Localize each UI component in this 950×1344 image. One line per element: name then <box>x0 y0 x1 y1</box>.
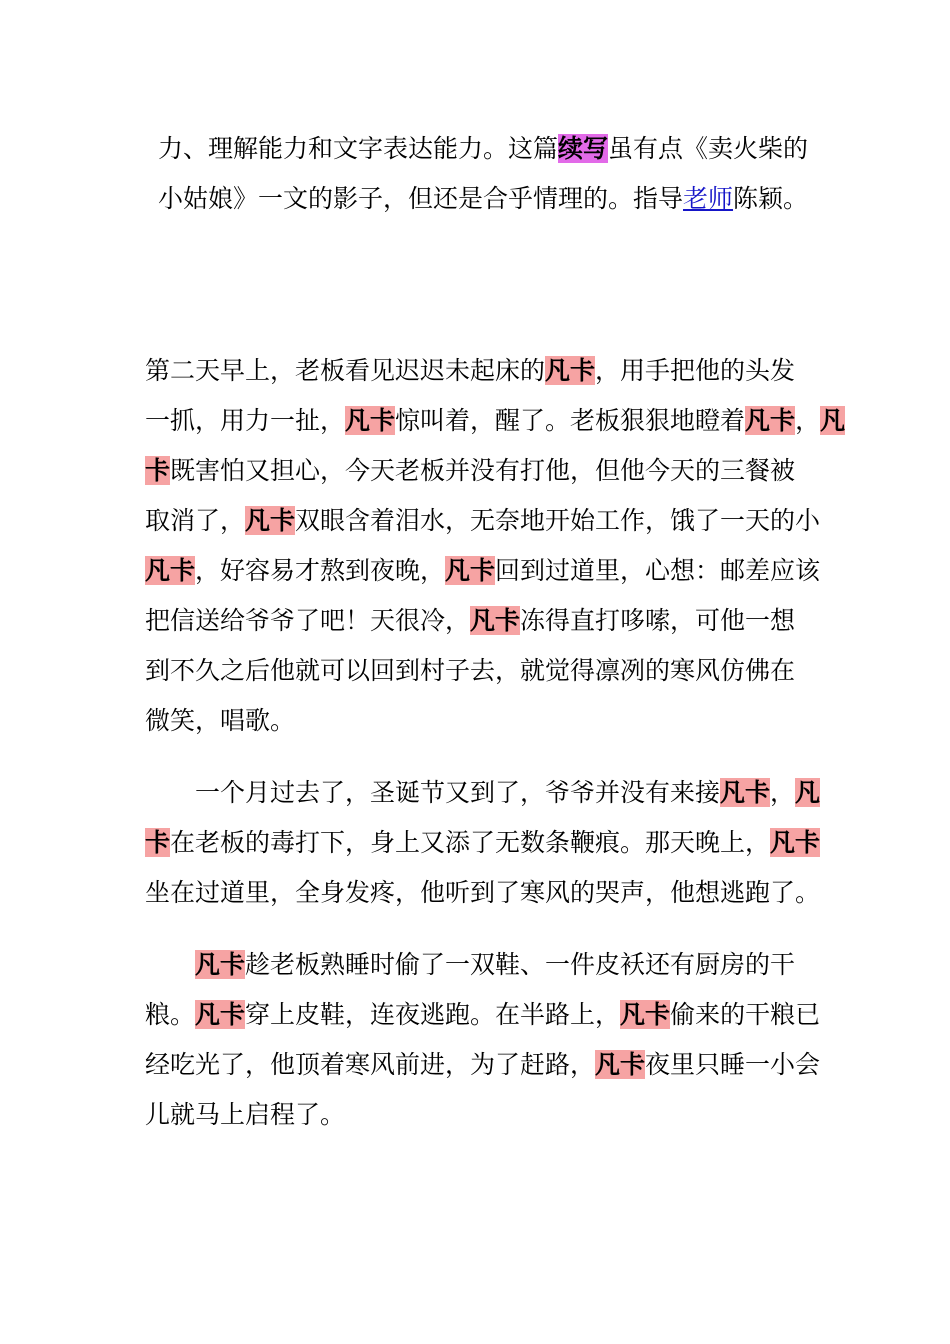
text: 取消了， <box>145 506 246 535</box>
text: 第二天早上，老板看见迟迟未起床的 <box>145 356 546 385</box>
keyword-vanka-part: 卡 <box>145 456 171 485</box>
text: ， <box>795 406 821 435</box>
text: ，用手把他的头发 <box>595 356 796 385</box>
p1-line-5 <box>145 555 820 587</box>
keyword-vanka: 凡卡 <box>745 406 796 435</box>
p1-line-8 <box>145 705 295 737</box>
text: 把信送给爷爷了吧！天很冷， <box>145 606 471 635</box>
text: 粮。 <box>145 1000 196 1029</box>
keyword-vanka-part: 凡 <box>795 778 821 807</box>
intro-line-1 <box>158 133 808 165</box>
keyword-vanka: 凡卡 <box>195 1000 246 1029</box>
keyword-vanka: 凡卡 <box>620 1000 671 1029</box>
keyword-vanka: 凡卡 <box>245 506 296 535</box>
keyword-vanka-part: 凡 <box>820 406 846 435</box>
text: ， <box>770 778 796 807</box>
text: 双眼含着泪水，无奈地开始工作，饿了一天的小 <box>295 506 821 535</box>
intro-line-2 <box>158 183 808 215</box>
p2-line-1 <box>195 777 820 809</box>
keyword-vanka: 凡卡 <box>145 556 196 585</box>
p1-line-6 <box>145 605 795 637</box>
keyword-vanka: 凡卡 <box>470 606 521 635</box>
text: 小姑娘》一文的影子，但还是合乎情理的。指导 <box>158 184 684 213</box>
text: 冻得直打哆嗦，可他一想 <box>520 606 796 635</box>
keyword-vanka: 凡卡 <box>595 1050 646 1079</box>
text: 儿就马上启程了。 <box>145 1100 346 1129</box>
p3-line-1 <box>195 949 795 981</box>
text: 偷来的干粮已 <box>670 1000 821 1029</box>
highlight-xuxie: 续写 <box>558 134 609 163</box>
p3-line-4 <box>145 1099 345 1131</box>
text: 趁老板熟睡时偷了一双鞋、一件皮袄还有厨房的干 <box>245 950 796 979</box>
text: 到不久之后他就可以回到村子去，就觉得凛冽的寒风仿佛在 <box>145 656 796 685</box>
text: 惊叫着，醒了。老板狠狠地瞪着 <box>395 406 746 435</box>
p1-line-2 <box>145 405 845 437</box>
text: 既害怕又担心，今天老板并没有打他，但他今天的三餐被 <box>170 456 796 485</box>
text: 微笑，唱歌。 <box>145 706 296 735</box>
keyword-vanka: 凡卡 <box>345 406 396 435</box>
text: 夜里只睡一小会 <box>645 1050 821 1079</box>
p1-line-3 <box>145 455 795 487</box>
text: 一抓，用力一扯， <box>145 406 346 435</box>
text: 一个月过去了，圣诞节又到了，爷爷并没有来接 <box>195 778 721 807</box>
keyword-vanka: 凡卡 <box>770 828 821 857</box>
text: ，好容易才熬到夜晚， <box>195 556 446 585</box>
keyword-vanka: 凡卡 <box>445 556 496 585</box>
keyword-vanka-part: 卡 <box>145 828 171 857</box>
p2-line-3 <box>145 877 820 909</box>
teacher-link[interactable]: 老师 <box>683 184 734 213</box>
text: 坐在过道里，全身发疼，他听到了寒风的哭声，他想逃跑了。 <box>145 878 821 907</box>
text: 在老板的毒打下，身上又添了无数条鞭痕。那天晚上， <box>170 828 771 857</box>
keyword-vanka: 凡卡 <box>545 356 596 385</box>
text: 力、理解能力和文字表达能力。这篇 <box>158 134 559 163</box>
text: 穿上皮鞋，连夜逃跑。在半路上， <box>245 1000 621 1029</box>
text: 回到过道里，心想：邮差应该 <box>495 556 821 585</box>
p1-line-7 <box>145 655 795 687</box>
p3-line-2 <box>145 999 820 1031</box>
p1-line-1 <box>145 355 795 387</box>
keyword-vanka: 凡卡 <box>195 950 246 979</box>
keyword-vanka: 凡卡 <box>720 778 771 807</box>
p2-line-2 <box>145 827 820 859</box>
text: 虽有点《卖火柴的 <box>608 134 809 163</box>
p1-line-4 <box>145 505 820 537</box>
p3-line-3 <box>145 1049 820 1081</box>
text: 经吃光了，他顶着寒风前进，为了赶路， <box>145 1050 596 1079</box>
text: 陈颖。 <box>733 184 809 213</box>
